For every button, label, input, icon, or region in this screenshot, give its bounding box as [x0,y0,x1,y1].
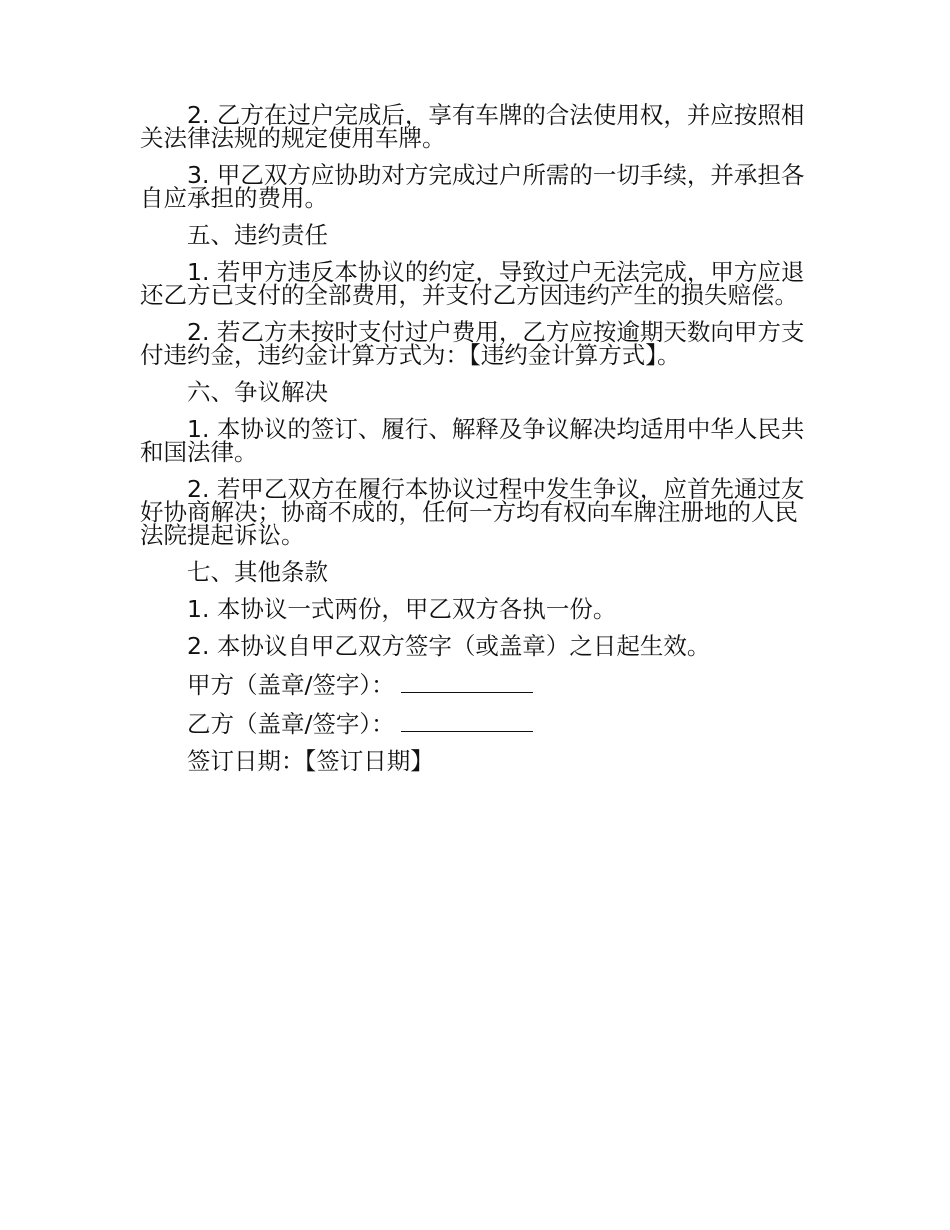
clause-5-1: 1. 若甲方违反本协议的约定，导致过户无法完成，甲方应退还乙方已支付的全部费用，并支付乙方因违约产生的损失赔偿。 [140,258,805,309]
party-b-signature-blank [401,711,533,732]
clause-7-2: 2. 本协议自甲乙双方签字（或盖章）之日起生效。 [187,632,711,660]
party-b-label: 乙方（盖章/签字）： [187,710,395,738]
party-a-signature-blank [401,672,533,693]
clause-6-2: 2. 若甲乙双方在履行本协议过程中发生争议，应首先通过友好协商解决；协商不成的，任何一方均有权向车牌注册地的人民法院提起诉讼。 [140,475,805,549]
clause-7-1: 1. 本协议一式两份，甲乙双方各执一份。 [187,595,617,623]
document-page [140,101,812,787]
sign-date: 签订日期：【签订日期】 [187,747,434,775]
party-a-label: 甲方（盖章/签字）： [187,671,395,699]
clause-4-2: 2. 乙方在过户完成后，享有车牌的合法使用权，并应按照相关法律法规的规定使用车牌。 [140,101,805,152]
clause-4-3: 3. 甲乙双方应协助对方完成过户所需的一切手续，并承担各自应承担的费用。 [140,161,805,212]
party-a-signature [140,672,812,697]
clause-6-1: 1. 本协议的签订、履行、解释及争议解决均适用中华人民共和国法律。 [140,415,805,466]
clause-5-2: 2. 若乙方未按时支付过户费用，乙方应按逾期天数向甲方支付违约金，违约金计算方式为：【违约金计算方式】。 [140,318,805,369]
section-heading-5: 五、违约责任 [187,221,328,249]
section-heading-6: 六、争议解决 [187,378,328,406]
section-heading-7: 七、其他条款 [187,558,328,586]
party-b-signature [140,711,812,736]
